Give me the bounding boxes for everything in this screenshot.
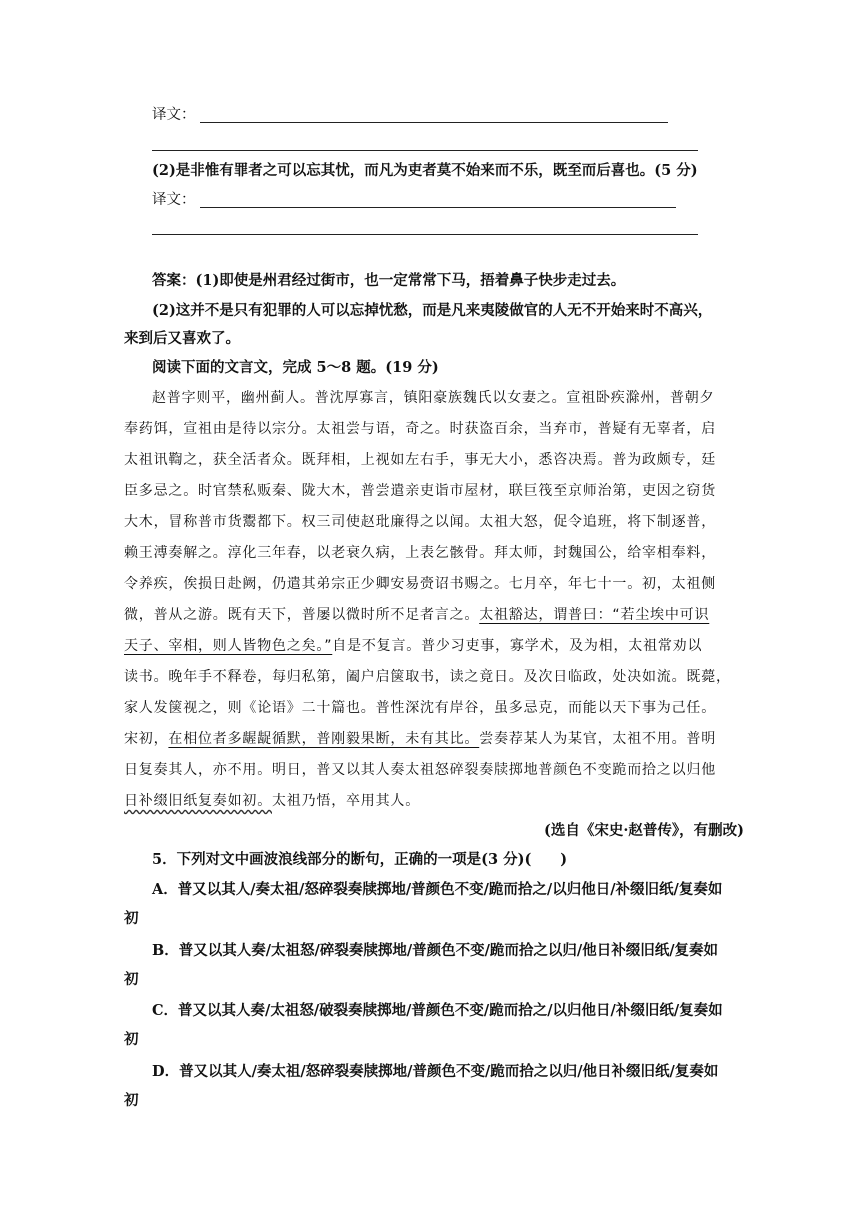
underlined-sentence: 太祖豁达，谓普曰：“若尘埃中可识 [479,607,710,623]
answer-blank-line [152,150,698,151]
passage-line: 赵普字则平，幽州蓟人。普沈厚寡言，镇阳豪族魏氏以女妻之。宣祖卧疾滁州，普朝夕 [152,390,715,406]
option-a: A．普又以其人/奏太祖/怒碎裂奏牍掷地/普颜色不变/跪而拾之/以归他日/补缀旧纸/复奏如 [152,881,723,898]
passage-line: 赖王溥奏解之。淳化三年春，以老衰久病，上表乞骸骨。拜太师，封魏国公，给宰相奉料， [124,545,716,561]
underlined-sentence-cont: 天子、宰相，则人皆物色之矣。” [124,638,333,654]
answer-1-text: (1)即使是州君经过街市，也一定常常下马，捂着鼻子快步走过去。 [195,272,626,289]
option-b: B．普又以其人奏/太祖怒/碎裂奏牍掷地/普颜色不变/跪而拾之以归/他日补缀旧纸/复奏如 [152,942,719,959]
passage-line: 臣多忌之。时官禁私贩秦、陇大木，普尝遣亲吏诣市屋材，联巨筏至京师治第，吏因之窃货 [124,483,716,499]
answer-blank-line [200,207,676,208]
passage-line [124,635,744,657]
passage-text: 自是不复言。普少习吏事，寡学术，及为相，太祖常劝以 [332,638,703,654]
passage-text: 尝奏荐某人为某官，太祖不用。普明 [479,731,717,747]
option-c: C．普又以其人奏/太祖怒/破裂奏牍掷地/普颜色不变/跪而拾之/以归他日/补缀旧纸/复奏如 [152,1002,723,1019]
answer-2-line2: 来到后又喜欢了。 [124,330,240,347]
passage-text: 宋初， [124,731,169,747]
option-a-cont: 初 [124,910,139,927]
underlined-sentence-2: 在相位者多龌龊循默，普刚毅果断，未有其比。 [168,731,480,747]
passage-line: 令养疾，俟损日赴阙，仍遣其弟宗正少卿安易赍诏书赐之。七月卒，年七十一。初，太祖侧 [124,576,716,592]
wavy-underlined-text: 日补缀旧纸复奏如初。 [124,793,272,809]
passage-line: 家人发箧视之，则《论语》二十篇也。普性深沈有岸谷，虽多忌克，而能以天下事为己任。 [124,700,716,716]
section-heading: 阅读下面的文言文，完成 5～8 题。(19 分) [152,359,439,376]
passage-line [124,728,744,750]
passage-text: 太祖乃悟，卒用其人。 [272,793,420,809]
answer-label: 答案： [152,272,196,289]
option-c-cont: 初 [124,1031,139,1048]
question-5: 5．下列对文中画波浪线部分的断句，正确的一项是(3 分)( ) [152,851,568,868]
passage-text: 微，普从之游。既有天下，普屡以微时所不足者言之。 [124,607,480,623]
answer-blank-line [152,234,698,235]
passage-line: 奉药饵，宣祖由是待以宗分。太祖尝与语，奇之。时获盗百余，当弃市，普疑有无辜者，启 [124,421,716,437]
question-2: (2)是非惟有罪者之可以忘其忧，而凡为吏者莫不始来而不乐，既至而后喜也。(5 分) [152,162,698,179]
passage-line: 读书。晚年手不释卷，每归私第，阖户启箧取书，读之竟日。及次日临政，处决如流。既薨， [124,669,731,685]
translation-label-1: 译文： [152,107,196,123]
option-d-cont: 初 [124,1092,139,1109]
option-b-cont: 初 [124,971,139,988]
passage-line: 大木，冒称普市货鬻都下。权三司使赵玭廉得之以闻。太祖大怒，促令追班，将下制逐普， [124,514,716,530]
option-d: D．普又以其人/奏太祖/怒碎裂奏牍掷地/普颜色不变/跪而拾之以归/他日补缀旧纸/复奏如 [152,1063,719,1080]
answer-2-line1: (2)这并不是只有犯罪的人可以忘掉忧愁，而是凡来夷陵做官的人无不开始来时不高兴， [152,302,713,319]
source-citation: (选自《宋史·赵普传》，有删改) [543,822,744,839]
answer-1 [152,270,742,292]
passage-line: 日复奏其人，亦不用。明日，普又以其人奏太祖怒碎裂奏牍掷地普颜色不变跪而拾之以归他 [124,762,716,778]
passage-line: 太祖讯鞫之，获全活者众。既拜相，上视如左右手，事无大小，悉咨决焉。普为政颇专，廷 [124,452,716,468]
translation-label-2: 译文： [152,192,196,208]
passage-line [124,790,744,812]
answer-blank-line [200,122,668,123]
passage-line [124,604,744,626]
